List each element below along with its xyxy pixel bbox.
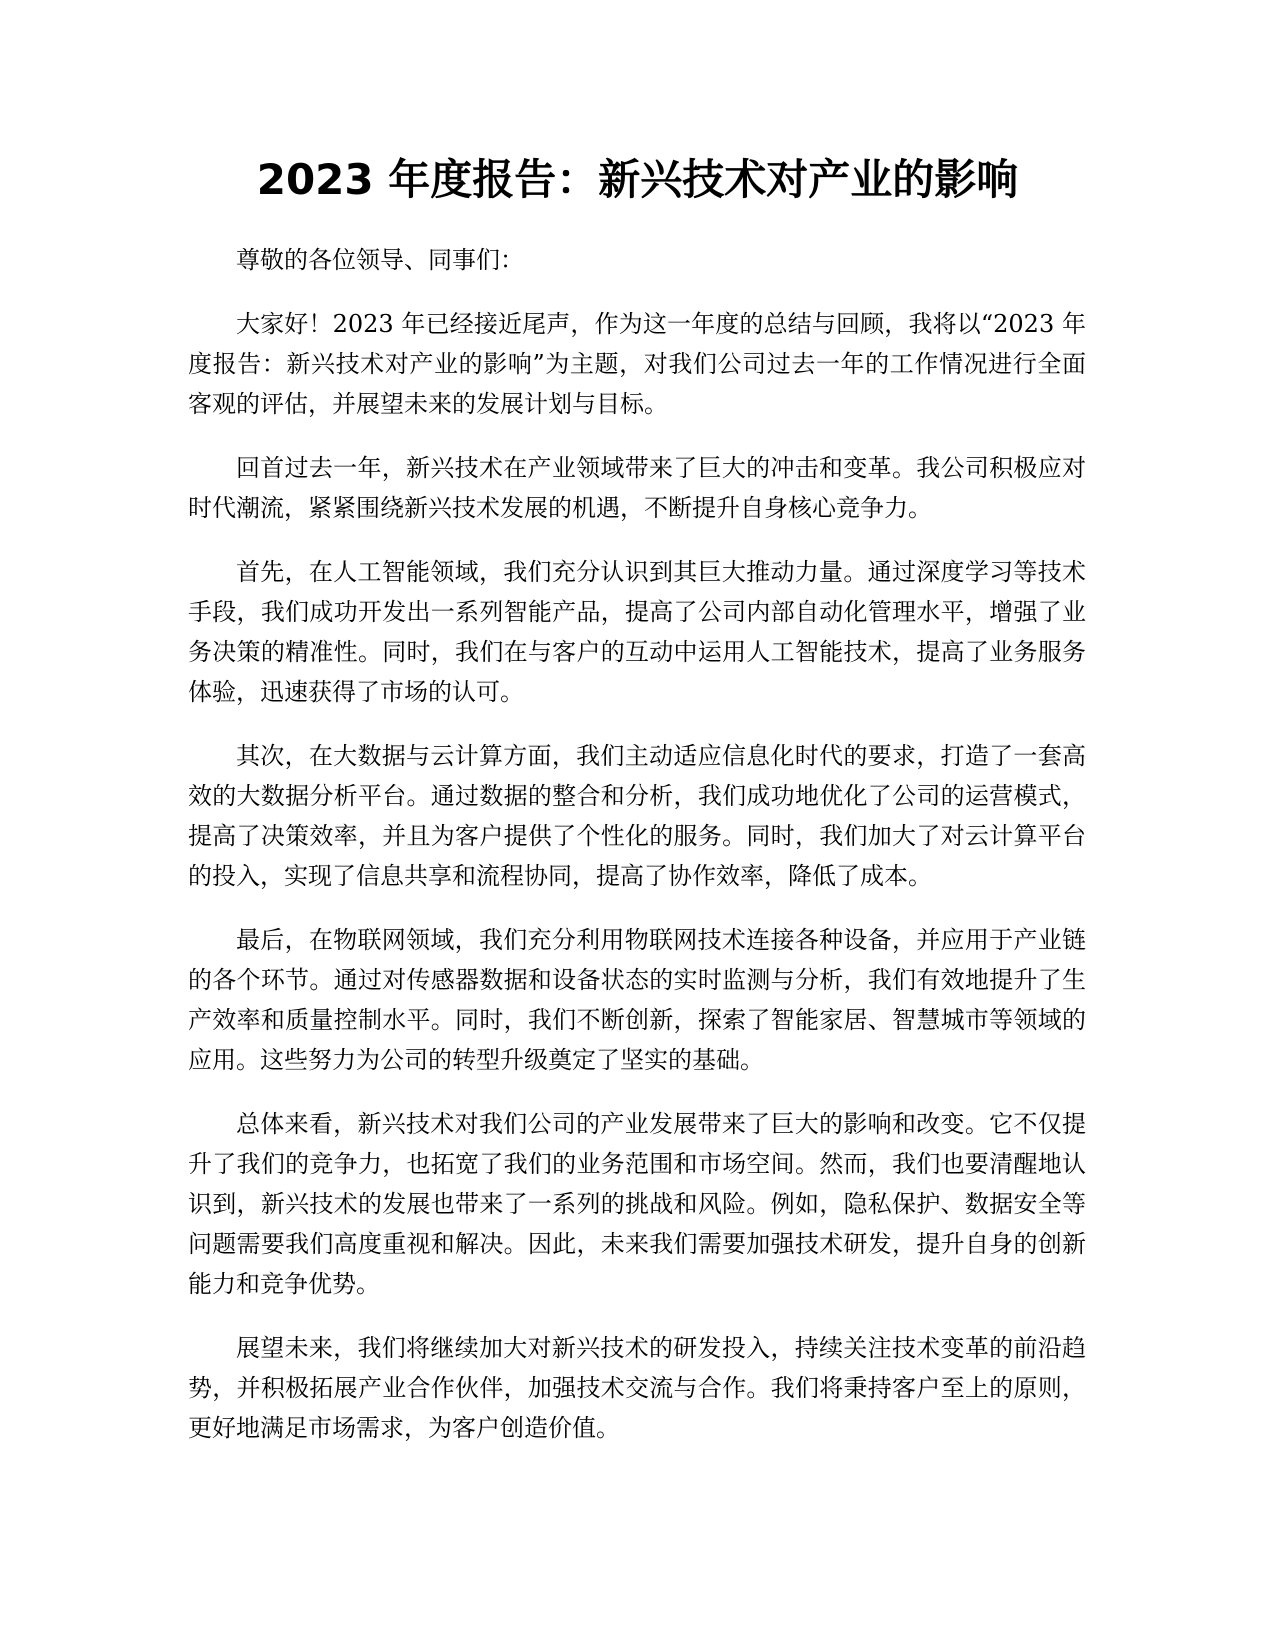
document-body [188,240,1086,1472]
paragraph-artificial-intelligence: 首先，在人工智能领域，我们充分认识到其巨大推动力量。通过深度学习等技术手段，我们成功开发出一系列智能产品，提高了公司内部自动化管理水平，增强了业务决策的精准性。同时，我们在与客户的互动中运用人工智能技术，提高了业务服务体验，迅速获得了市场的认可。 [188,558,1086,706]
paragraph-introduction: 大家好！2023 年已经接近尾声，作为这一年度的总结与回顾，我将以“2023 年度报告：新兴技术对产业的影响”为主题，对我们公司过去一年的工作情况进行全面客观的评估，并展望未来的发展计划与目标。 [188,310,1086,418]
paragraph-big-data-cloud: 其次，在大数据与云计算方面，我们主动适应信息化时代的要求，打造了一套高效的大数据分析平台。通过数据的整合和分析，我们成功地优化了公司的运营模式，提高了决策效率，并且为客户提供了个性化的服务。同时，我们加大了对云计算平台的投入，实现了信息共享和流程协同，提高了协作效率，降低了成本。 [188,742,1086,890]
paragraph-salutation: 尊敬的各位领导、同事们： [236,246,524,274]
paragraph-internet-of-things: 最后，在物联网领域，我们充分利用物联网技术连接各种设备，并应用于产业链的各个环节。通过对传感器数据和设备状态的实时监测与分析，我们有效地提升了生产效率和质量控制水平。同时，我们不断创新，探索了智能家居、智慧城市等领域的应用。这些努力为公司的转型升级奠定了坚实的基础。 [188,926,1086,1074]
paragraph-outlook: 展望未来，我们将继续加大对新兴技术的研发投入，持续关注技术变革的前沿趋势，并积极拓展产业合作伙伴，加强技术交流与合作。我们将秉持客户至上的原则，更好地满足市场需求，为客户创造价值。 [188,1334,1086,1442]
paragraph-summary: 总体来看，新兴技术对我们公司的产业发展带来了巨大的影响和改变。它不仅提升了我们的竞争力，也拓宽了我们的业务范围和市场空间。然而，我们也要清醒地认识到，新兴技术的发展也带来了一系列的挑战和风险。例如，隐私保护、数据安全等问题需要我们高度重视和解决。因此，未来我们需要加强技术研发，提升自身的创新能力和竞争优势。 [188,1110,1086,1298]
document-title: 2023 年度报告：新兴技术对产业的影响 [256,155,1019,204]
paragraph-review: 回首过去一年，新兴技术在产业领域带来了巨大的冲击和变革。我公司积极应对时代潮流，紧紧围绕新兴技术发展的机遇，不断提升自身核心竞争力。 [188,454,1086,522]
